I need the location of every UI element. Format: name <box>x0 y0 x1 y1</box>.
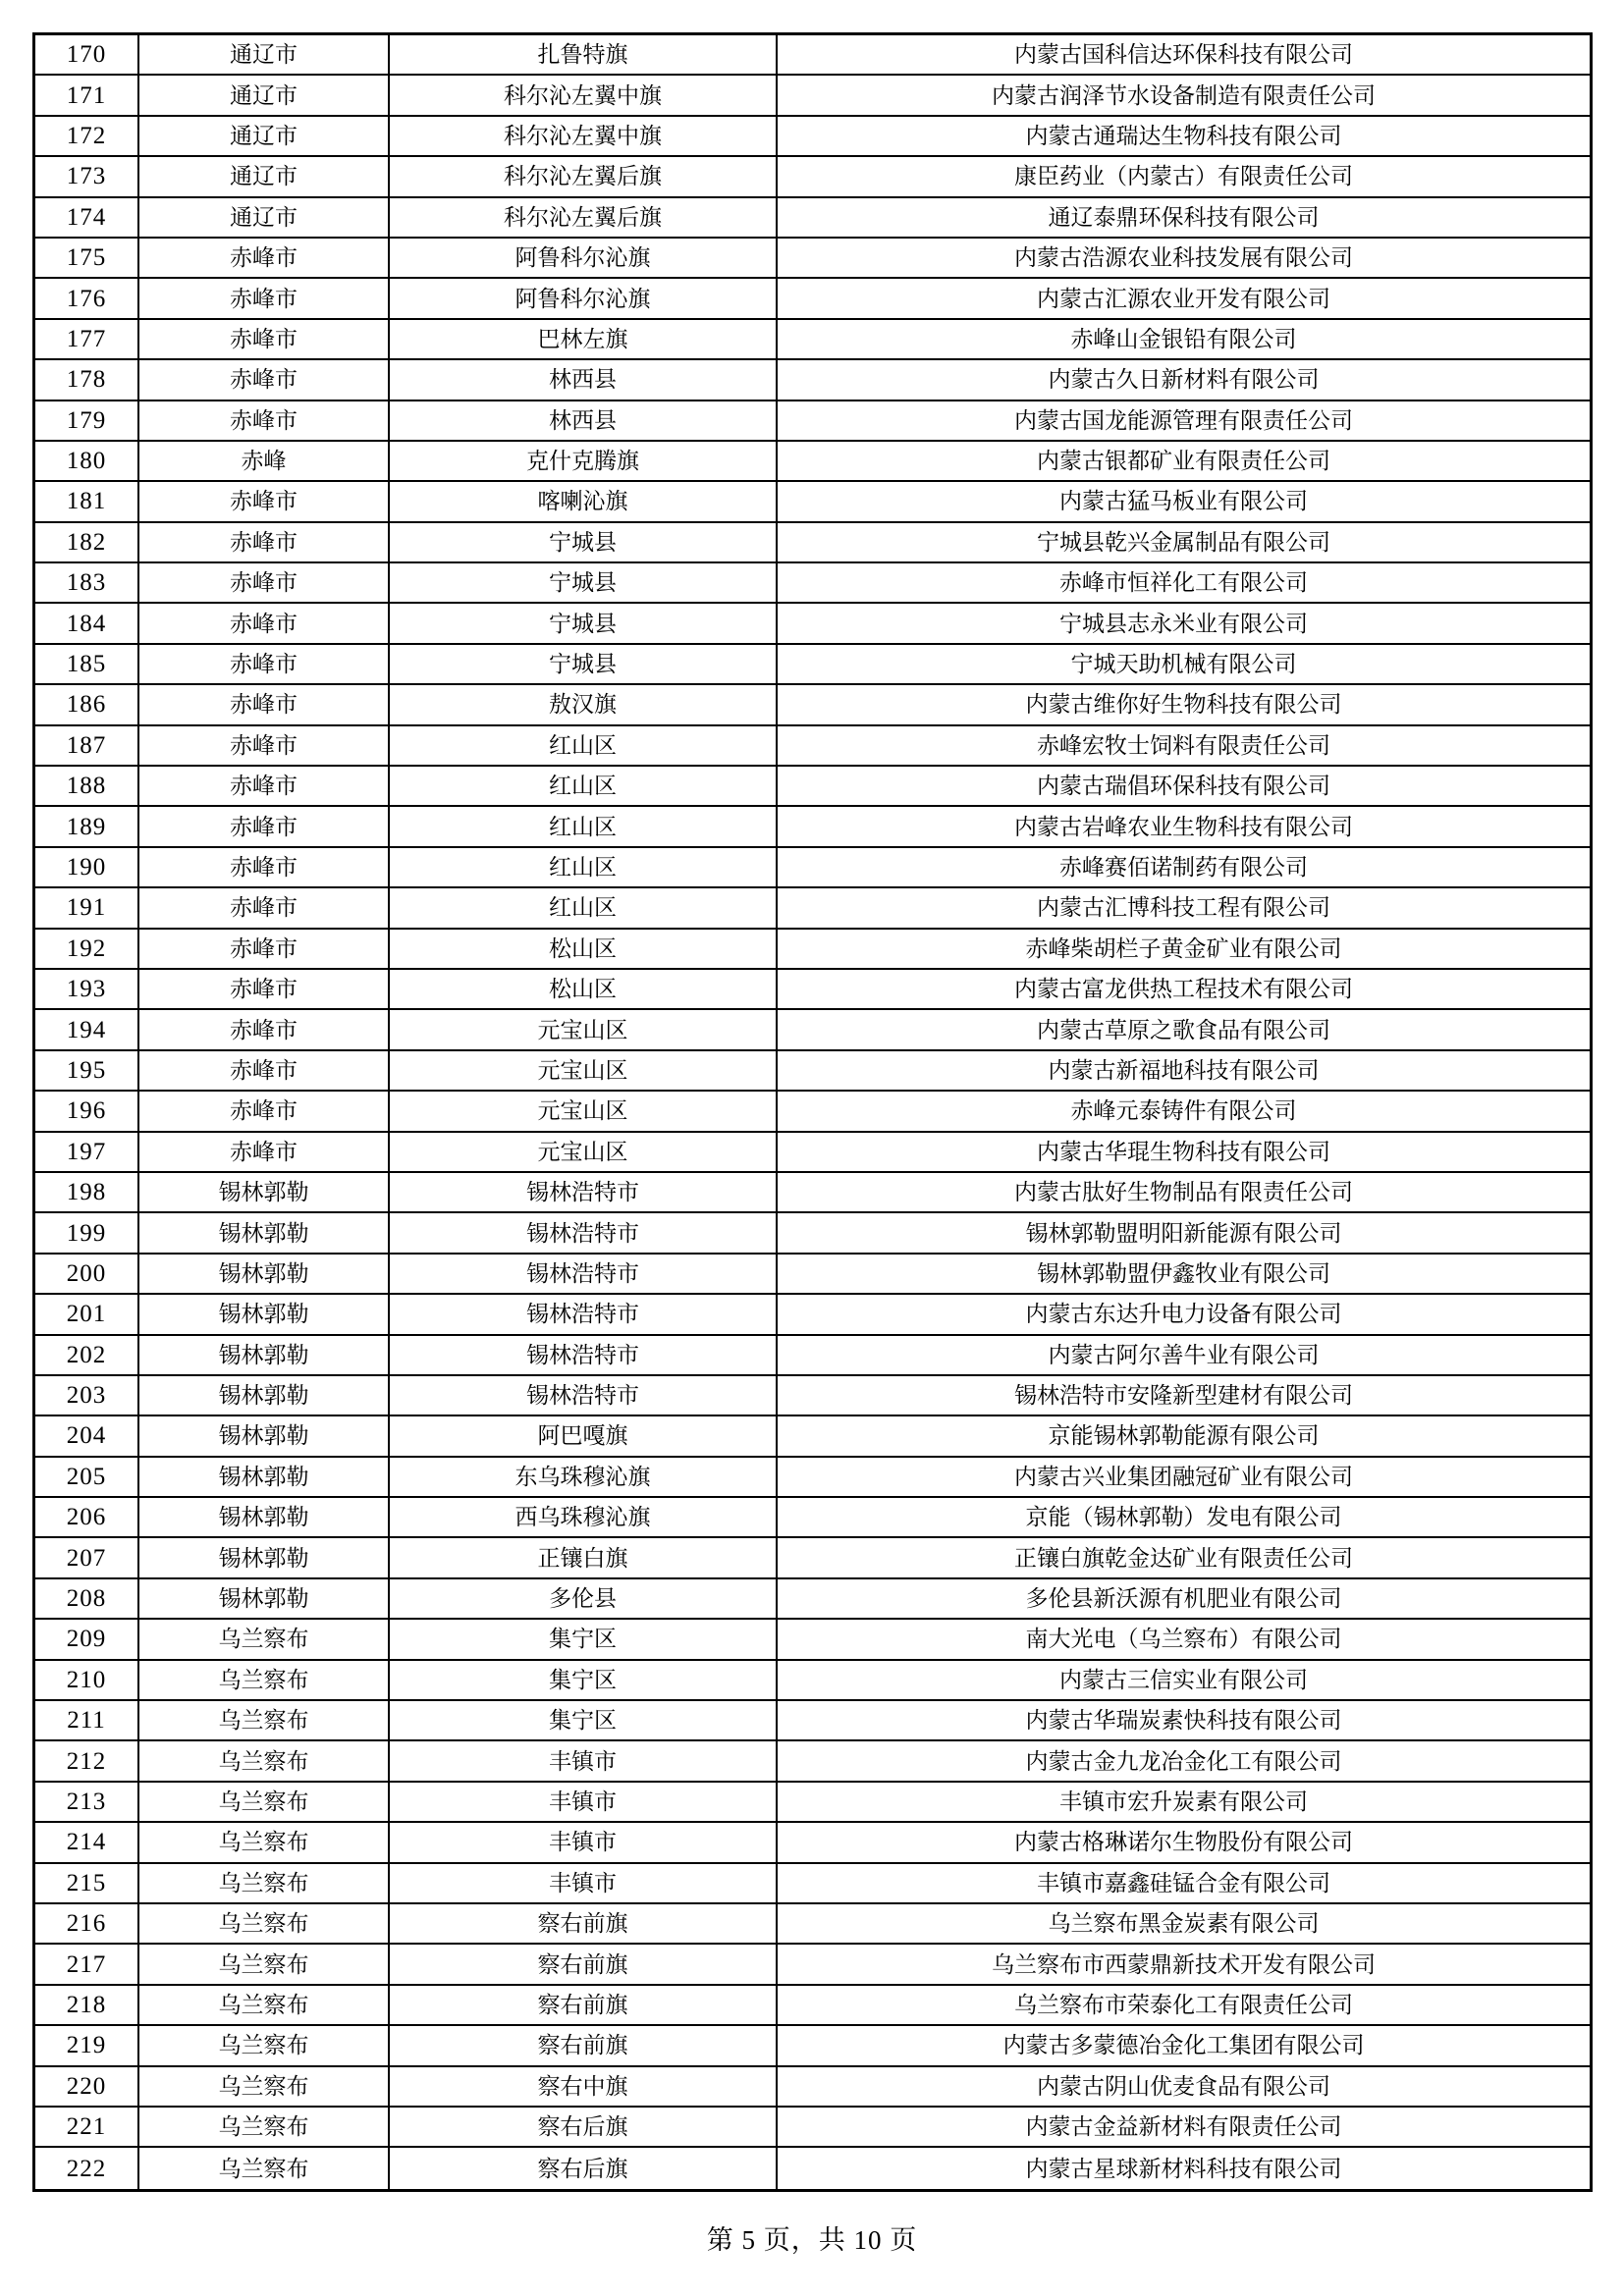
cell-league-city: 乌兰察布 <box>139 2108 390 2146</box>
cell-serial-number: 185 <box>35 645 139 683</box>
cell-league-city: 锡林郭勒 <box>139 1416 390 1455</box>
cell-banner-county: 多伦县 <box>390 1579 778 1618</box>
cell-league-city: 乌兰察布 <box>139 1661 390 1699</box>
cell-company-name: 赤峰赛佰诺制药有限公司 <box>1059 855 1308 880</box>
cell-league-city: 乌兰察布 <box>139 1986 390 2024</box>
cell-serial-number: 187 <box>35 726 139 765</box>
cell-banner-county: 宁城县 <box>390 645 778 683</box>
cell-league-city: 乌兰察布 <box>139 1701 390 1739</box>
cell-company-name: 内蒙古东达升电力设备有限公司 <box>1025 1302 1342 1327</box>
cell-serial-number: 219 <box>35 2026 139 2064</box>
cell-serial-number: 201 <box>35 1295 139 1333</box>
cell-serial-number: 179 <box>35 401 139 440</box>
cell-league-city: 赤峰市 <box>139 320 390 358</box>
cell-league-city: 赤峰市 <box>139 645 390 683</box>
cell-league-city: 赤峰市 <box>139 1092 390 1130</box>
cell-banner-county: 察右前旗 <box>390 2026 778 2064</box>
table-row <box>35 1741 1590 1782</box>
cell-company-name: 宁城天助机械有限公司 <box>1070 652 1297 677</box>
cell-company-name: 内蒙古猛马板业有限公司 <box>1059 489 1308 514</box>
cell-company-name: 内蒙古金九龙冶金化工有限公司 <box>1025 1748 1342 1774</box>
cell-league-city: 通辽市 <box>139 35 390 74</box>
cell-league-city: 乌兰察布 <box>139 1823 390 1861</box>
cell-banner-county: 察右前旗 <box>390 1945 778 1983</box>
table-row <box>35 1010 1590 1050</box>
cell-serial-number: 193 <box>35 970 139 1008</box>
cell-banner-county: 察右前旗 <box>390 1904 778 1943</box>
cell-banner-county: 察右后旗 <box>390 2108 778 2146</box>
table-row <box>35 2067 1590 2108</box>
cell-company-name: 内蒙古国科信达环保科技有限公司 <box>1014 42 1353 68</box>
table-row <box>35 1213 1590 1254</box>
table-row <box>35 2026 1590 2066</box>
cell-league-city: 乌兰察布 <box>139 1620 390 1658</box>
cell-serial-number: 197 <box>35 1133 139 1171</box>
cell-league-city: 乌兰察布 <box>139 1783 390 1821</box>
cell-company-name: 赤峰柴胡栏子黄金矿业有限公司 <box>1025 935 1342 961</box>
table-row <box>35 848 1590 888</box>
cell-company-name: 内蒙古久日新材料有限公司 <box>1048 367 1320 393</box>
cell-league-city: 赤峰市 <box>139 279 390 317</box>
cell-serial-number: 212 <box>35 1741 139 1780</box>
cell-serial-number: 188 <box>35 767 139 805</box>
cell-serial-number: 172 <box>35 117 139 155</box>
cell-serial-number: 218 <box>35 1986 139 2024</box>
cell-serial-number: 214 <box>35 1823 139 1861</box>
table-row <box>35 1416 1590 1457</box>
cell-company-name: 内蒙古金益新材料有限责任公司 <box>1025 2114 1342 2140</box>
cell-banner-county: 阿巴嘎旗 <box>390 1416 778 1455</box>
cell-serial-number: 210 <box>35 1661 139 1699</box>
table-row <box>35 76 1590 116</box>
cell-league-city: 锡林郭勒 <box>139 1336 390 1374</box>
cell-serial-number: 174 <box>35 198 139 237</box>
cell-serial-number: 215 <box>35 1864 139 1902</box>
table-row <box>35 1904 1590 1945</box>
cell-banner-county: 集宁区 <box>390 1701 778 1739</box>
cell-serial-number: 204 <box>35 1416 139 1455</box>
cell-company-name: 内蒙古维你好生物科技有限公司 <box>1025 692 1342 718</box>
table-row <box>35 1823 1590 1863</box>
cell-company-name: 宁城县乾兴金属制品有限公司 <box>1037 529 1330 555</box>
cell-serial-number: 199 <box>35 1213 139 1252</box>
company-table <box>32 32 1593 2192</box>
cell-serial-number: 198 <box>35 1173 139 1211</box>
table-row <box>35 1458 1590 1498</box>
cell-company-name: 内蒙古兴业集团融冠矿业有限公司 <box>1014 1464 1353 1489</box>
cell-banner-county: 元宝山区 <box>390 1010 778 1048</box>
cell-serial-number: 171 <box>35 76 139 114</box>
cell-banner-county: 集宁区 <box>390 1661 778 1699</box>
cell-company-name: 京能锡林郭勒能源有限公司 <box>1048 1423 1320 1449</box>
cell-serial-number: 207 <box>35 1538 139 1576</box>
cell-company-name: 内蒙古通瑞达生物科技有限公司 <box>1025 123 1342 148</box>
cell-banner-county: 锡林浩特市 <box>390 1173 778 1211</box>
table-row <box>35 1945 1590 1985</box>
cell-serial-number: 175 <box>35 239 139 277</box>
cell-company-name: 赤峰市恒祥化工有限公司 <box>1059 570 1308 596</box>
cell-banner-county: 克什克腾旗 <box>390 442 778 480</box>
cell-banner-county: 林西县 <box>390 360 778 399</box>
page-number-footer: 第 5 页，共 10 页 <box>706 2225 918 2255</box>
cell-banner-county: 锡林浩特市 <box>390 1376 778 1415</box>
cell-banner-county: 红山区 <box>390 726 778 765</box>
cell-company-name: 内蒙古银都矿业有限责任公司 <box>1037 449 1330 474</box>
cell-company-name: 锡林郭勒盟明阳新能源有限公司 <box>1025 1220 1342 1246</box>
table-row <box>35 1620 1590 1660</box>
cell-banner-county: 喀喇沁旗 <box>390 482 778 520</box>
table-row <box>35 157 1590 197</box>
cell-banner-county: 松山区 <box>390 970 778 1008</box>
cell-banner-county: 西乌珠穆沁旗 <box>390 1498 778 1536</box>
cell-company-name: 内蒙古华琨生物科技有限公司 <box>1037 1139 1330 1164</box>
table-row <box>35 1295 1590 1335</box>
cell-company-name: 正镶白旗乾金达矿业有限责任公司 <box>1014 1545 1353 1571</box>
cell-company-name: 内蒙古国龙能源管理有限责任公司 <box>1014 407 1353 433</box>
cell-serial-number: 206 <box>35 1498 139 1536</box>
cell-company-name: 内蒙古新福地科技有限公司 <box>1048 1057 1320 1083</box>
table-row <box>35 482 1590 522</box>
cell-serial-number: 170 <box>35 35 139 74</box>
cell-league-city: 锡林郭勒 <box>139 1579 390 1618</box>
cell-banner-county: 锡林浩特市 <box>390 1255 778 1293</box>
table-row <box>35 198 1590 239</box>
cell-serial-number: 184 <box>35 604 139 642</box>
cell-company-name: 内蒙古肽好生物制品有限责任公司 <box>1014 1180 1353 1205</box>
cell-serial-number: 211 <box>35 1701 139 1739</box>
cell-company-name: 内蒙古格琳诺尔生物股份有限公司 <box>1014 1830 1353 1855</box>
cell-serial-number: 191 <box>35 888 139 927</box>
cell-league-city: 锡林郭勒 <box>139 1376 390 1415</box>
cell-serial-number: 194 <box>35 1010 139 1048</box>
cell-serial-number: 180 <box>35 442 139 480</box>
cell-league-city: 赤峰市 <box>139 848 390 886</box>
cell-banner-county: 红山区 <box>390 767 778 805</box>
cell-banner-county: 红山区 <box>390 888 778 927</box>
table-row <box>35 1661 1590 1701</box>
cell-serial-number: 217 <box>35 1945 139 1983</box>
cell-banner-county: 正镶白旗 <box>390 1538 778 1576</box>
cell-company-name: 内蒙古阿尔善牛业有限公司 <box>1048 1342 1320 1367</box>
cell-company-name: 内蒙古草原之歌食品有限公司 <box>1037 1017 1330 1042</box>
cell-company-name: 丰镇市嘉鑫硅锰合金有限公司 <box>1037 1870 1330 1896</box>
cell-banner-county: 东乌珠穆沁旗 <box>390 1458 778 1496</box>
cell-company-name: 内蒙古阴山优麦食品有限公司 <box>1037 2073 1330 2099</box>
cell-banner-county: 丰镇市 <box>390 1741 778 1780</box>
cell-serial-number: 208 <box>35 1579 139 1618</box>
cell-company-name: 内蒙古润泽节水设备制造有限责任公司 <box>992 82 1376 108</box>
cell-league-city: 锡林郭勒 <box>139 1213 390 1252</box>
cell-league-city: 赤峰市 <box>139 767 390 805</box>
table-row <box>35 2148 1590 2188</box>
cell-company-name: 内蒙古星球新材料科技有限公司 <box>1025 2156 1342 2181</box>
cell-league-city: 锡林郭勒 <box>139 1255 390 1293</box>
cell-serial-number: 176 <box>35 279 139 317</box>
table-row <box>35 360 1590 400</box>
cell-banner-county: 科尔沁左翼后旗 <box>390 157 778 195</box>
table-row <box>35 1173 1590 1213</box>
cell-banner-county: 阿鲁科尔沁旗 <box>390 239 778 277</box>
cell-serial-number: 186 <box>35 685 139 723</box>
cell-banner-county: 锡林浩特市 <box>390 1295 778 1333</box>
cell-banner-county: 丰镇市 <box>390 1864 778 1902</box>
cell-banner-county: 阿鲁科尔沁旗 <box>390 279 778 317</box>
cell-league-city: 锡林郭勒 <box>139 1538 390 1576</box>
cell-league-city: 通辽市 <box>139 157 390 195</box>
cell-league-city: 赤峰市 <box>139 482 390 520</box>
cell-league-city: 乌兰察布 <box>139 2067 390 2106</box>
table-row <box>35 930 1590 970</box>
cell-company-name: 内蒙古浩源农业科技发展有限公司 <box>1014 245 1353 271</box>
cell-serial-number: 213 <box>35 1783 139 1821</box>
cell-banner-county: 元宝山区 <box>390 1092 778 1130</box>
cell-company-name: 锡林浩特市安隆新型建材有限公司 <box>1014 1383 1353 1409</box>
cell-league-city: 赤峰市 <box>139 1133 390 1171</box>
cell-company-name: 乌兰察布黑金炭素有限公司 <box>1048 1911 1320 1937</box>
cell-serial-number: 209 <box>35 1620 139 1658</box>
table-row <box>35 970 1590 1010</box>
cell-banner-county: 巴林左旗 <box>390 320 778 358</box>
table-row <box>35 645 1590 685</box>
cell-banner-county: 科尔沁左翼后旗 <box>390 198 778 237</box>
cell-serial-number: 205 <box>35 1458 139 1496</box>
cell-serial-number: 216 <box>35 1904 139 1943</box>
cell-league-city: 赤峰市 <box>139 360 390 399</box>
cell-league-city: 赤峰市 <box>139 604 390 642</box>
cell-company-name: 赤峰山金银铅有限公司 <box>1070 326 1297 351</box>
cell-league-city: 通辽市 <box>139 76 390 114</box>
cell-serial-number: 200 <box>35 1255 139 1293</box>
table-row <box>35 604 1590 644</box>
table-row <box>35 1133 1590 1173</box>
cell-league-city: 乌兰察布 <box>139 1904 390 1943</box>
cell-banner-county: 元宝山区 <box>390 1051 778 1090</box>
table-row <box>35 2108 1590 2148</box>
cell-serial-number: 222 <box>35 2148 139 2188</box>
table-row <box>35 685 1590 725</box>
cell-league-city: 通辽市 <box>139 117 390 155</box>
table-row <box>35 35 1590 76</box>
cell-company-name: 康臣药业（内蒙古）有限责任公司 <box>1014 164 1353 189</box>
cell-company-name: 乌兰察布市西蒙鼎新技术开发有限公司 <box>992 1951 1376 1977</box>
cell-league-city: 赤峰市 <box>139 401 390 440</box>
table-row <box>35 1092 1590 1132</box>
table-row <box>35 401 1590 442</box>
cell-serial-number: 203 <box>35 1376 139 1415</box>
cell-league-city: 赤峰 <box>139 442 390 480</box>
cell-league-city: 赤峰市 <box>139 726 390 765</box>
table-row <box>35 726 1590 767</box>
table-row <box>35 239 1590 279</box>
cell-company-name: 赤峰宏牧士饲料有限责任公司 <box>1037 732 1330 758</box>
table-row <box>35 807 1590 847</box>
cell-serial-number: 196 <box>35 1092 139 1130</box>
cell-banner-county: 元宝山区 <box>390 1133 778 1171</box>
cell-banner-county: 科尔沁左翼中旗 <box>390 76 778 114</box>
table-row <box>35 1579 1590 1620</box>
table-row <box>35 888 1590 929</box>
cell-league-city: 锡林郭勒 <box>139 1458 390 1496</box>
table-row <box>35 1255 1590 1295</box>
table-row <box>35 1051 1590 1092</box>
cell-serial-number: 181 <box>35 482 139 520</box>
cell-league-city: 乌兰察布 <box>139 1864 390 1902</box>
cell-company-name: 赤峰元泰铸件有限公司 <box>1070 1098 1297 1124</box>
cell-league-city: 赤峰市 <box>139 563 390 602</box>
cell-company-name: 内蒙古华瑞炭素快科技有限公司 <box>1025 1708 1342 1734</box>
cell-serial-number: 220 <box>35 2067 139 2106</box>
cell-serial-number: 189 <box>35 807 139 845</box>
cell-league-city: 赤峰市 <box>139 970 390 1008</box>
table-row <box>35 1986 1590 2026</box>
cell-company-name: 多伦县新沃源有机肥业有限公司 <box>1025 1586 1342 1612</box>
cell-serial-number: 190 <box>35 848 139 886</box>
table-row <box>35 1498 1590 1538</box>
cell-company-name: 乌兰察布市荣泰化工有限责任公司 <box>1014 1992 1353 2017</box>
cell-league-city: 赤峰市 <box>139 1010 390 1048</box>
cell-banner-county: 察右前旗 <box>390 1986 778 2024</box>
cell-company-name: 京能（锡林郭勒）发电有限公司 <box>1025 1505 1342 1530</box>
table-row <box>35 1376 1590 1416</box>
cell-serial-number: 195 <box>35 1051 139 1090</box>
table-row <box>35 563 1590 604</box>
cell-league-city: 乌兰察布 <box>139 1741 390 1780</box>
cell-company-name: 锡林郭勒盟伊鑫牧业有限公司 <box>1037 1260 1330 1286</box>
cell-company-name: 南大光电（乌兰察布）有限公司 <box>1025 1627 1342 1652</box>
cell-banner-county: 林西县 <box>390 401 778 440</box>
cell-banner-county: 丰镇市 <box>390 1783 778 1821</box>
cell-banner-county: 宁城县 <box>390 604 778 642</box>
cell-league-city: 锡林郭勒 <box>139 1498 390 1536</box>
cell-banner-county: 察右中旗 <box>390 2067 778 2106</box>
cell-banner-county: 科尔沁左翼中旗 <box>390 117 778 155</box>
cell-league-city: 通辽市 <box>139 198 390 237</box>
cell-league-city: 赤峰市 <box>139 685 390 723</box>
cell-league-city: 赤峰市 <box>139 930 390 968</box>
table-row <box>35 1864 1590 1904</box>
cell-company-name: 内蒙古岩峰农业生物科技有限公司 <box>1014 814 1353 839</box>
cell-company-name: 宁城县志永米业有限公司 <box>1059 611 1308 636</box>
cell-league-city: 赤峰市 <box>139 888 390 927</box>
cell-company-name: 通辽泰鼎环保科技有限公司 <box>1048 204 1320 230</box>
cell-league-city: 乌兰察布 <box>139 1945 390 1983</box>
cell-company-name: 内蒙古富龙供热工程技术有限公司 <box>1014 977 1353 1002</box>
cell-banner-county: 察右后旗 <box>390 2148 778 2188</box>
cell-banner-county: 锡林浩特市 <box>390 1336 778 1374</box>
table-row <box>35 1538 1590 1578</box>
cell-league-city: 乌兰察布 <box>139 2026 390 2064</box>
cell-league-city: 赤峰市 <box>139 1051 390 1090</box>
cell-serial-number: 177 <box>35 320 139 358</box>
cell-league-city: 锡林郭勒 <box>139 1173 390 1211</box>
cell-company-name: 丰镇市宏升炭素有限公司 <box>1059 1789 1308 1814</box>
cell-serial-number: 183 <box>35 563 139 602</box>
cell-league-city: 赤峰市 <box>139 807 390 845</box>
table-row <box>35 1701 1590 1741</box>
cell-serial-number: 221 <box>35 2108 139 2146</box>
cell-banner-county: 集宁区 <box>390 1620 778 1658</box>
cell-banner-county: 松山区 <box>390 930 778 968</box>
table-row <box>35 279 1590 319</box>
table-row <box>35 1336 1590 1376</box>
cell-banner-county: 宁城县 <box>390 563 778 602</box>
cell-banner-county: 扎鲁特旗 <box>390 35 778 74</box>
cell-banner-county: 敖汉旗 <box>390 685 778 723</box>
cell-banner-county: 宁城县 <box>390 523 778 561</box>
cell-banner-county: 丰镇市 <box>390 1823 778 1861</box>
cell-league-city: 赤峰市 <box>139 239 390 277</box>
cell-serial-number: 192 <box>35 930 139 968</box>
cell-serial-number: 173 <box>35 157 139 195</box>
cell-company-name: 内蒙古三信实业有限公司 <box>1059 1667 1308 1692</box>
table-row <box>35 767 1590 807</box>
cell-banner-county: 红山区 <box>390 848 778 886</box>
cell-serial-number: 202 <box>35 1336 139 1374</box>
cell-company-name: 内蒙古多蒙德冶金化工集团有限公司 <box>1002 2033 1365 2058</box>
cell-serial-number: 182 <box>35 523 139 561</box>
cell-company-name: 内蒙古汇源农业开发有限公司 <box>1037 286 1330 311</box>
cell-banner-county: 红山区 <box>390 807 778 845</box>
table-row <box>35 442 1590 482</box>
table-row <box>35 320 1590 360</box>
cell-company-name: 内蒙古汇博科技工程有限公司 <box>1037 895 1330 921</box>
cell-company-name: 内蒙古瑞倡环保科技有限公司 <box>1037 774 1330 799</box>
cell-serial-number: 178 <box>35 360 139 399</box>
table-row <box>35 1783 1590 1823</box>
cell-banner-county: 锡林浩特市 <box>390 1213 778 1252</box>
table-row <box>35 523 1590 563</box>
cell-league-city: 乌兰察布 <box>139 2148 390 2188</box>
table-row <box>35 117 1590 157</box>
cell-league-city: 赤峰市 <box>139 523 390 561</box>
cell-league-city: 锡林郭勒 <box>139 1295 390 1333</box>
